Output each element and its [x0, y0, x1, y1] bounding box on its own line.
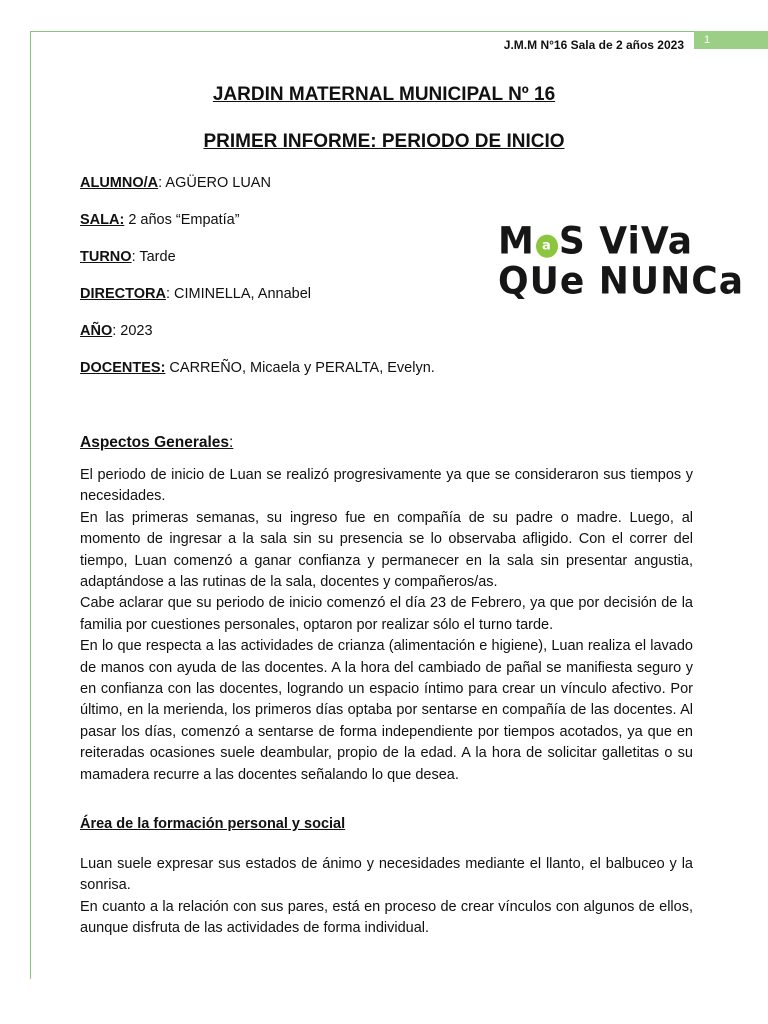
field-directora: DIRECTORA: CIMINELLA, Annabel	[80, 286, 312, 302]
field-label: AÑO	[80, 323, 113, 339]
paragraph: En las primeras semanas, su ingreso fue en compañía de su padre o madre. Luego, al momento de ingresar a la sala sin su presencia se lo observaba afligido. Con el correr del tiempo, Luan comenzó a ganar confianza y permanecer en la sala sin presentar angustia, adaptándose a las rutinas de la sala, docentes y compañeros/as.	[80, 509, 693, 591]
field-label: ALUMNO/A	[80, 175, 159, 191]
header-label: J.M.M N°16 Sala de 2 años 2023	[503, 38, 684, 52]
field-sala	[80, 212, 240, 228]
field-value: Tarde	[135, 249, 176, 265]
field-value: AGÜERO LUAN	[162, 175, 271, 191]
paragraph: En lo que respecta a las actividades de crianza (alimentación e higiene), Luan realiza el lavado de manos con ayuda de las docentes. A la hora del cambiado de pañal se manifiesta seguro y en confianza con las docentes, logrando un espacio íntimo para crear un vínculo afectivo. Por último, en la merienda, los primeros días optaba por sentarse en compañía de las docentes. Al pasar los días, comenzó a sentarse de forma independiente por tiempos acotados, ya que en reiteradas ocasiones suele deambular, propio de la edad. A la hora de solicitar galletitas o su mamadera recurre a las docentes señalando lo que desea.	[80, 638, 693, 783]
section-body-aspectos-generales	[80, 465, 693, 786]
field-anio: AÑO: 2023	[80, 323, 153, 339]
field-turno: TURNO: Tarde	[80, 249, 176, 265]
field-value: 2023	[116, 323, 153, 339]
field-value: 2 años “Empatía”	[124, 212, 240, 228]
field-value: CARREÑO, Micaela y PERALTA, Evelyn.	[165, 360, 435, 376]
logo-line-2: QUe NUNCa	[498, 259, 744, 303]
page-border-top	[30, 31, 694, 32]
paragraph: Luan suele expresar sus estados de ánimo y necesidades mediante el llanto, el balbuceo y la sonrisa.	[80, 856, 693, 894]
paragraph: En cuanto a la relación con sus pares, está en proceso de crear vínculos con algunos de ellos, aunque disfruta de las actividades de forma individual.	[80, 898, 693, 937]
field-docentes	[80, 360, 435, 376]
field-label: SALA:	[80, 212, 125, 228]
field-label: TURNO	[80, 249, 132, 265]
page-number: 1	[694, 31, 768, 49]
logo-green-circle-icon: a	[536, 235, 558, 258]
field-label: DOCENTES:	[80, 360, 166, 376]
section-title-aspectos-generales: Aspectos Generales:	[80, 434, 234, 451]
paragraph: El periodo de inicio de Luan se realizó progresivamente ya que se consideraron sus tiempos y necesidades.	[80, 467, 693, 505]
section-title-formacion-personal-social: Área de la formación personal y social	[80, 816, 346, 832]
page-border-left	[30, 31, 31, 979]
logo-line-1: M a S ViVa	[498, 219, 694, 263]
mas-viva-que-nunca-logo	[498, 219, 744, 308]
field-label: DIRECTORA	[80, 286, 166, 302]
section-body-formacion-personal-social	[80, 854, 693, 940]
main-title: JARDIN MATERNAL MUNICIPAL Nº 16	[212, 84, 556, 105]
paragraph: Cabe aclarar que su periodo de inicio comenzó el día 23 de Febrero, ya que por decisión de la familia por cuestiones personales, optaron por realizar sólo el turno tarde.	[80, 595, 693, 633]
report-title: PRIMER INFORME: PERIODO DE INICIO	[203, 131, 565, 152]
field-value: CIMINELLA, Annabel	[169, 286, 312, 302]
field-alumno: ALUMNO/A: AGÜERO LUAN	[80, 175, 271, 191]
